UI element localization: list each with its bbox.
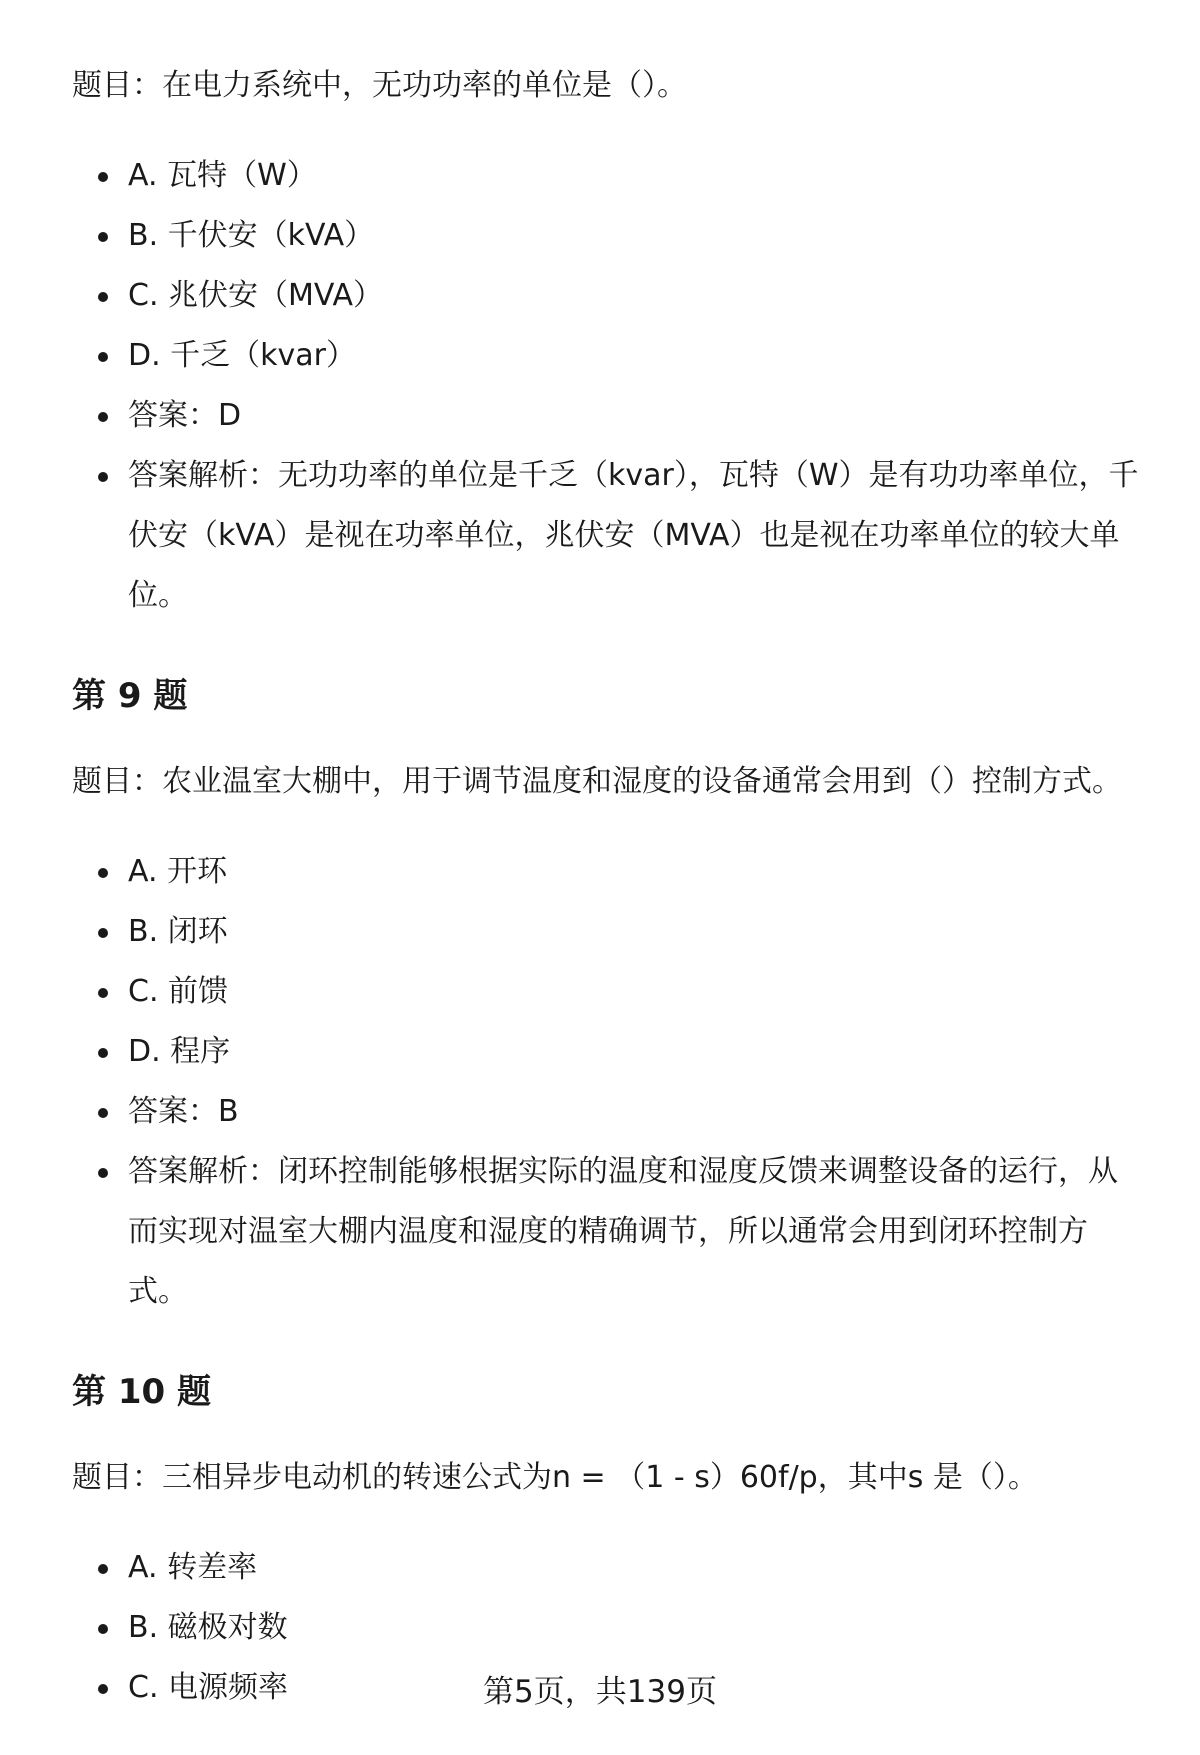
question-9-answer: 答案：B: [72, 1082, 1142, 1142]
question-8-option-b: B. 千伏安（kVA）: [72, 206, 1142, 266]
question-9-options: [72, 842, 1142, 1322]
question-10-option-b: B. 磁极对数: [72, 1598, 1142, 1658]
question-8-text: 题目：在电力系统中，无功功率的单位是（）。: [72, 68, 687, 103]
question-10-heading: 第 10 题: [72, 1372, 211, 1412]
question-9-option-c: C. 前馈: [72, 962, 1142, 1022]
question-9-text: 题目：农业温室大棚中，用于调节温度和湿度的设备通常会用到（）控制方式。: [72, 764, 1122, 799]
question-8-explanation: 答案解析：无功功率的单位是千乏（kvar），瓦特（W）是有功功率单位，千伏安（kVA）是视在功率单位，兆伏安（MVA）也是视在功率单位的较大单位。: [72, 446, 1142, 626]
question-8-answer: 答案：D: [72, 386, 1142, 446]
question-9-heading: 第 9 题: [72, 676, 188, 716]
question-10-option-c: C. 电源频率: [72, 1658, 1142, 1718]
question-8-options: [72, 146, 1142, 626]
question-10-option-a: A. 转差率: [72, 1538, 1142, 1598]
question-9-option-d: D. 程序: [72, 1022, 1142, 1082]
document-page: [72, 62, 1142, 1718]
page-number-footer: 第5页，共139页: [483, 1674, 717, 1710]
question-9-option-b: B. 闭环: [72, 902, 1142, 962]
question-8-option-a: A. 瓦特（W）: [72, 146, 1142, 206]
question-9-option-a: A. 开环: [72, 842, 1142, 902]
question-9-explanation: 答案解析：闭环控制能够根据实际的温度和湿度反馈来调整设备的运行，从而实现对温室大棚内温度和湿度的精确调节，所以通常会用到闭环控制方式。: [72, 1142, 1142, 1322]
question-8-option-c: C. 兆伏安（MVA）: [72, 266, 1142, 326]
question-8-option-d: D. 千乏（kvar）: [72, 326, 1142, 386]
question-10-text: 题目：三相异步电动机的转速公式为n = （1 - s）60f/p，其中s 是（）。: [72, 1460, 1038, 1495]
